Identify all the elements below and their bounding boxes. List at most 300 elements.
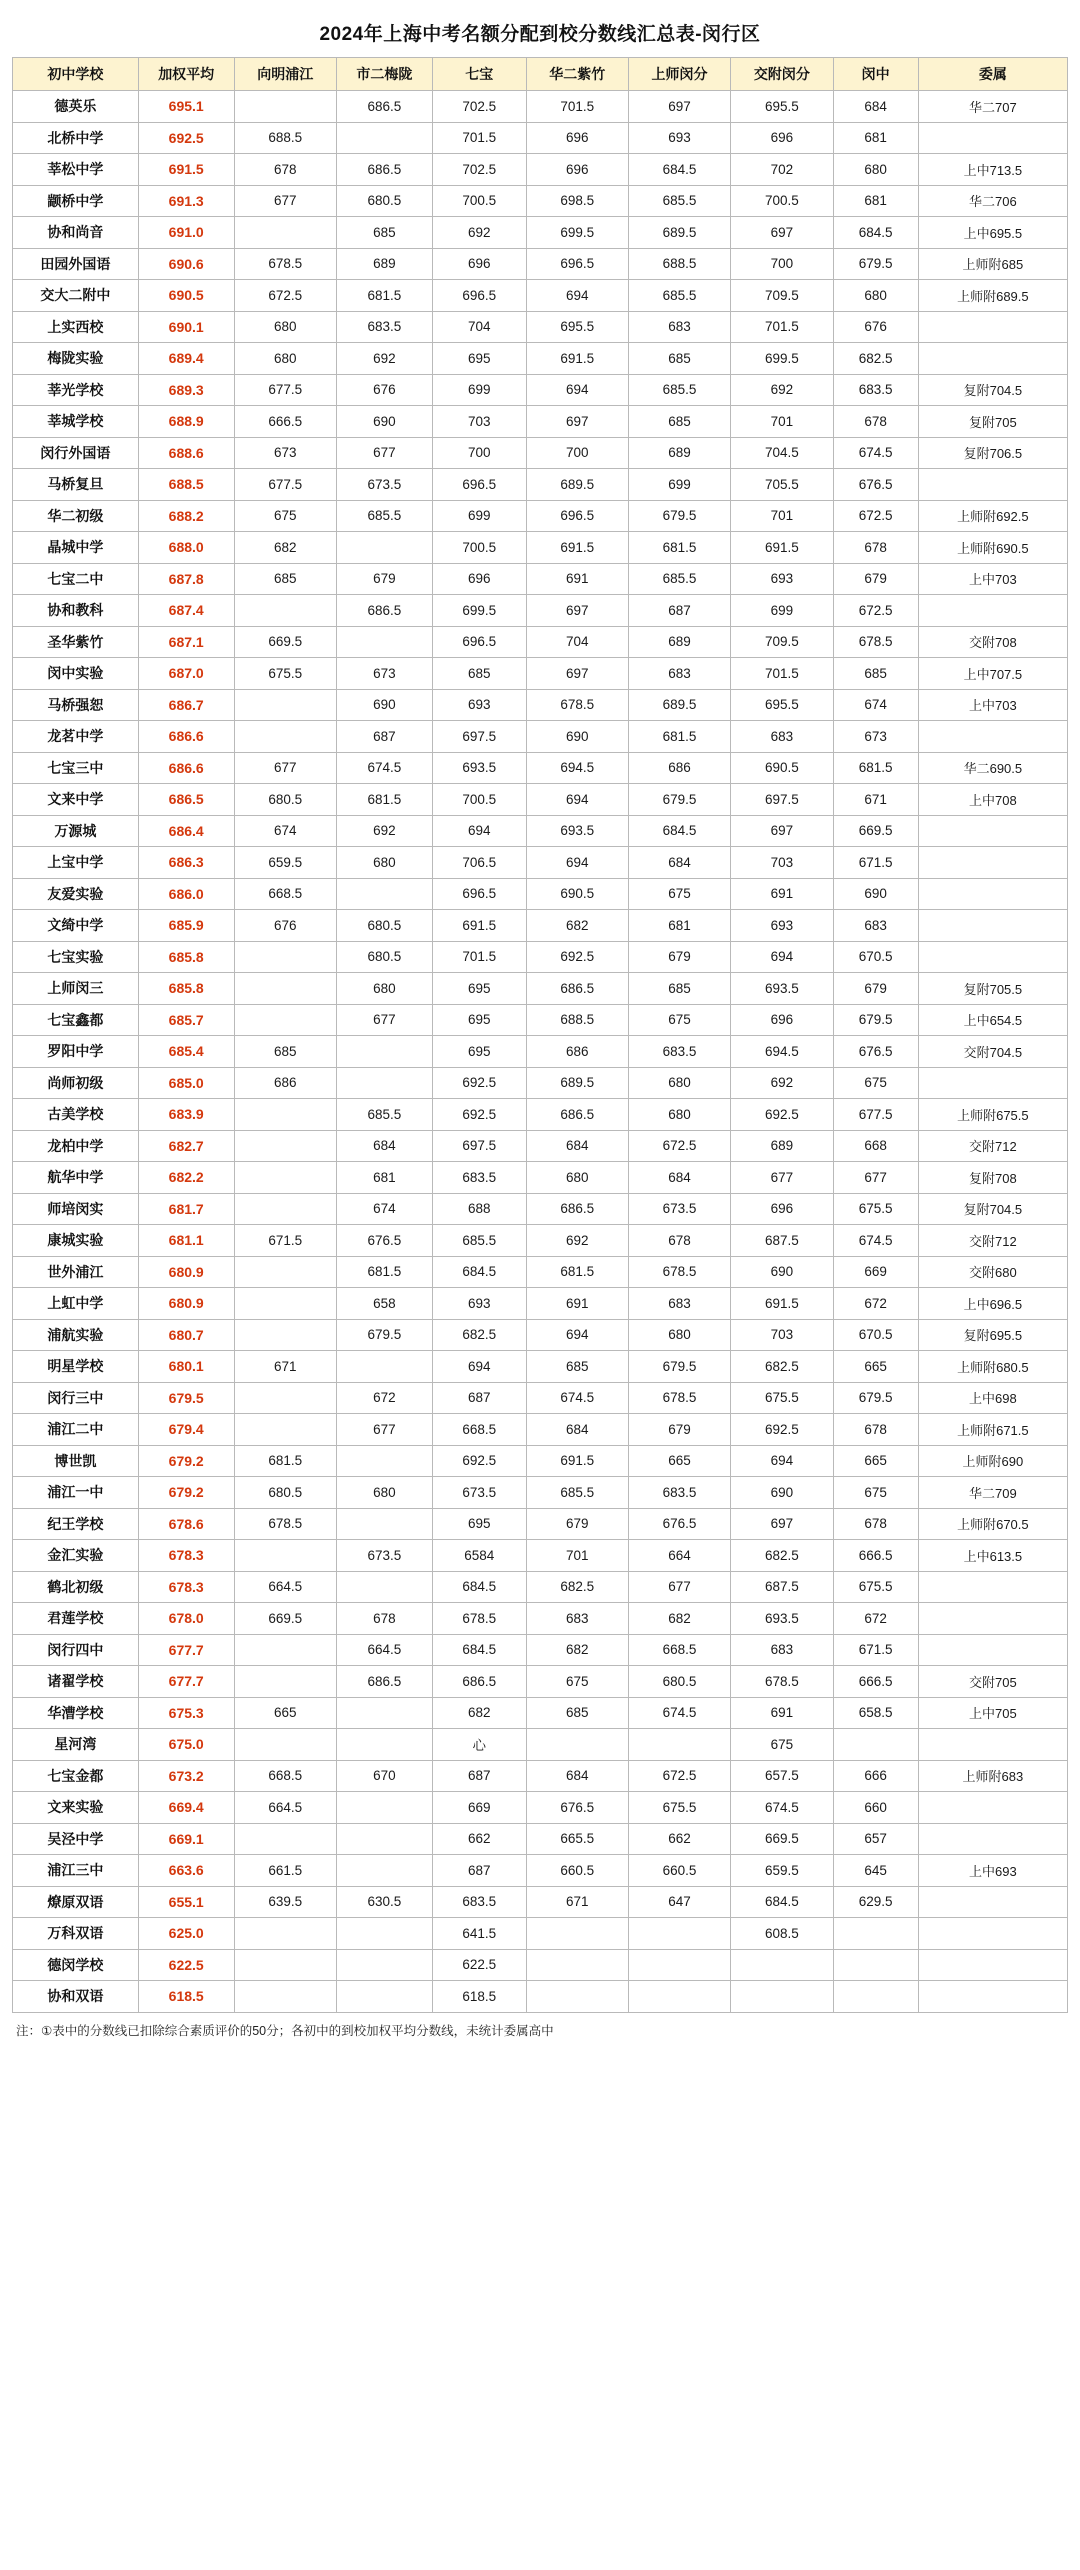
column-header-huaer-zizhu: 华二紫竹 <box>526 58 628 91</box>
cell-value: 670.5 <box>833 941 918 973</box>
cell-value: 664.5 <box>336 1634 432 1666</box>
weishu-school <box>918 1634 1067 1666</box>
weighted-average: 687.8 <box>138 563 234 595</box>
cell-value: 682 <box>234 532 336 564</box>
footnote: 注：①表中的分数线已扣除综合素质评价的50分；各初中的到校加权平均分数线，未统计委属高中 <box>16 2023 554 2038</box>
column-header-jiaofu-minfen: 交附闵分 <box>731 58 833 91</box>
weighted-average: 655.1 <box>138 1886 234 1918</box>
cell-value: 695.5 <box>731 689 833 721</box>
cell-value: 675 <box>628 1004 730 1036</box>
weighted-average: 683.9 <box>138 1099 234 1131</box>
cell-value: 675 <box>628 878 730 910</box>
score-table <box>12 57 1068 2013</box>
weighted-average: 663.6 <box>138 1855 234 1887</box>
cell-value: 709.5 <box>731 280 833 312</box>
cell-value: 679 <box>833 973 918 1005</box>
school-name: 莘光学校 <box>13 374 139 406</box>
cell-value: 686.5 <box>336 1666 432 1698</box>
cell-value: 670.5 <box>833 1319 918 1351</box>
cell-value: 675.5 <box>833 1571 918 1603</box>
cell-value: 703 <box>731 847 833 879</box>
table-row <box>13 847 1068 879</box>
cell-value: 678.5 <box>432 1603 526 1635</box>
table-row <box>13 1666 1068 1698</box>
cell-value: 700.5 <box>432 532 526 564</box>
cell-value: 704 <box>432 311 526 343</box>
table-row <box>13 1256 1068 1288</box>
cell-value: 687.5 <box>731 1225 833 1257</box>
weighted-average: 690.5 <box>138 280 234 312</box>
cell-value: 684 <box>526 1130 628 1162</box>
weighted-average: 679.2 <box>138 1477 234 1509</box>
cell-value: 685 <box>628 406 730 438</box>
cell-value: 700 <box>526 437 628 469</box>
table-row <box>13 595 1068 627</box>
weighted-average: 679.2 <box>138 1445 234 1477</box>
cell-value: 678.5 <box>731 1666 833 1698</box>
cell-value <box>234 1540 336 1572</box>
cell-value: 687.5 <box>731 1571 833 1603</box>
cell-value: 696 <box>432 248 526 280</box>
cell-value: 696.5 <box>432 878 526 910</box>
weishu-school: 上中703 <box>918 563 1067 595</box>
cell-value: 686.5 <box>526 1099 628 1131</box>
cell-value <box>234 1193 336 1225</box>
cell-value: 694 <box>526 847 628 879</box>
table-row <box>13 1540 1068 1572</box>
cell-value: 668.5 <box>432 1414 526 1446</box>
cell-value: 695 <box>432 973 526 1005</box>
cell-value: 678 <box>234 154 336 186</box>
cell-value: 678 <box>628 1225 730 1257</box>
table-row <box>13 532 1068 564</box>
cell-value: 679.5 <box>833 248 918 280</box>
cell-value: 699 <box>731 595 833 627</box>
cell-value: 689 <box>628 626 730 658</box>
cell-value: 689.5 <box>526 469 628 501</box>
cell-value: 671 <box>234 1351 336 1383</box>
cell-value <box>336 1823 432 1855</box>
cell-value: 695.5 <box>526 311 628 343</box>
cell-value: 680 <box>234 343 336 375</box>
cell-value: 701.5 <box>731 658 833 690</box>
cell-value: 679 <box>336 563 432 595</box>
weighted-average: 689.3 <box>138 374 234 406</box>
weighted-average: 691.0 <box>138 217 234 249</box>
weishu-school: 上中698 <box>918 1382 1067 1414</box>
cell-value: 647 <box>628 1886 730 1918</box>
school-name: 莘城学校 <box>13 406 139 438</box>
cell-value: 681 <box>833 185 918 217</box>
cell-value: 684 <box>833 91 918 123</box>
school-name: 七宝鑫都 <box>13 1004 139 1036</box>
cell-value: 675 <box>833 1067 918 1099</box>
cell-value: 681.5 <box>336 784 432 816</box>
weishu-school <box>918 1886 1067 1918</box>
cell-value: 689.5 <box>628 689 730 721</box>
cell-value: 685.5 <box>432 1225 526 1257</box>
cell-value: 692.5 <box>526 941 628 973</box>
school-name: 田园外国语 <box>13 248 139 280</box>
cell-value: 678 <box>833 1508 918 1540</box>
cell-value: 677 <box>336 1004 432 1036</box>
cell-value: 694.5 <box>731 1036 833 1068</box>
cell-value <box>234 1319 336 1351</box>
cell-value: 685.5 <box>628 280 730 312</box>
cell-value: 673 <box>833 721 918 753</box>
cell-value: 671.5 <box>833 1634 918 1666</box>
cell-value: 691.5 <box>526 532 628 564</box>
table-row <box>13 784 1068 816</box>
cell-value: 692 <box>336 343 432 375</box>
cell-value: 685 <box>234 1036 336 1068</box>
cell-value: 680 <box>628 1319 730 1351</box>
cell-value: 681.5 <box>526 1256 628 1288</box>
cell-value: 684.5 <box>432 1571 526 1603</box>
cell-value <box>833 1981 918 2013</box>
cell-value: 678.5 <box>526 689 628 721</box>
cell-value: 684.5 <box>432 1634 526 1666</box>
cell-value: 657.5 <box>731 1760 833 1792</box>
cell-value: 701.5 <box>432 941 526 973</box>
cell-value: 677 <box>731 1162 833 1194</box>
cell-value: 680 <box>833 154 918 186</box>
cell-value: 629.5 <box>833 1886 918 1918</box>
cell-value: 690 <box>731 1256 833 1288</box>
cell-value <box>234 941 336 973</box>
weighted-average: 686.6 <box>138 752 234 784</box>
cell-value: 679.5 <box>628 1351 730 1383</box>
cell-value <box>234 1918 336 1950</box>
cell-value: 680 <box>336 1477 432 1509</box>
cell-value: 678 <box>336 1603 432 1635</box>
cell-value: 699 <box>628 469 730 501</box>
cell-value: 673.5 <box>336 1540 432 1572</box>
cell-value: 682.5 <box>833 343 918 375</box>
cell-value: 690 <box>526 721 628 753</box>
school-name: 华二初级 <box>13 500 139 532</box>
weishu-school: 上师附680.5 <box>918 1351 1067 1383</box>
table-row <box>13 1351 1068 1383</box>
weishu-school: 上中705 <box>918 1697 1067 1729</box>
cell-value <box>336 1949 432 1981</box>
cell-value: 675 <box>833 1477 918 1509</box>
cell-value <box>234 91 336 123</box>
weighted-average: 688.6 <box>138 437 234 469</box>
school-name: 文来中学 <box>13 784 139 816</box>
weighted-average: 691.5 <box>138 154 234 186</box>
cell-value: 692.5 <box>432 1099 526 1131</box>
table-row <box>13 626 1068 658</box>
cell-value: 659.5 <box>731 1855 833 1887</box>
cell-value: 662 <box>432 1823 526 1855</box>
cell-value: 686.5 <box>336 91 432 123</box>
cell-value: 675.5 <box>234 658 336 690</box>
cell-value: 681.5 <box>336 1256 432 1288</box>
weishu-school: 复附704.5 <box>918 1193 1067 1225</box>
weighted-average: 686.3 <box>138 847 234 879</box>
weishu-school: 上师附675.5 <box>918 1099 1067 1131</box>
cell-value: 702.5 <box>432 154 526 186</box>
cell-value: 689.5 <box>628 217 730 249</box>
table-row <box>13 973 1068 1005</box>
weishu-school <box>918 595 1067 627</box>
cell-value: 699.5 <box>432 595 526 627</box>
cell-value: 697.5 <box>731 784 833 816</box>
cell-value: 686 <box>234 1067 336 1099</box>
cell-value: 677 <box>628 1571 730 1603</box>
cell-value: 657 <box>833 1823 918 1855</box>
table-row <box>13 1729 1068 1761</box>
weishu-school: 交附708 <box>918 626 1067 658</box>
cell-value <box>234 721 336 753</box>
cell-value: 677 <box>833 1162 918 1194</box>
cell-value: 658 <box>336 1288 432 1320</box>
cell-value: 心 <box>432 1729 526 1761</box>
weishu-school <box>918 1729 1067 1761</box>
school-name: 鹤北初级 <box>13 1571 139 1603</box>
weishu-school <box>918 469 1067 501</box>
cell-value: 699.5 <box>731 343 833 375</box>
cell-value <box>336 878 432 910</box>
cell-value: 704.5 <box>731 437 833 469</box>
weishu-school: 上中703 <box>918 689 1067 721</box>
school-name: 龙柏中学 <box>13 1130 139 1162</box>
weishu-school: 交附680 <box>918 1256 1067 1288</box>
school-name: 浦江一中 <box>13 1477 139 1509</box>
cell-value: 662 <box>628 1823 730 1855</box>
cell-value: 677 <box>336 1414 432 1446</box>
cell-value: 700.5 <box>432 185 526 217</box>
cell-value: 682.5 <box>432 1319 526 1351</box>
cell-value: 695 <box>432 1004 526 1036</box>
cell-value: 645 <box>833 1855 918 1887</box>
table-row <box>13 1004 1068 1036</box>
column-header-minzhong: 闵中 <box>833 58 918 91</box>
weighted-average: 678.3 <box>138 1540 234 1572</box>
cell-value: 695.5 <box>731 91 833 123</box>
weighted-average: 685.4 <box>138 1036 234 1068</box>
weishu-school <box>918 910 1067 942</box>
cell-value <box>336 1729 432 1761</box>
cell-value: 683.5 <box>336 311 432 343</box>
cell-value: 672.5 <box>628 1760 730 1792</box>
cell-value: 683 <box>731 1634 833 1666</box>
cell-value: 684.5 <box>731 1886 833 1918</box>
weighted-average: 692.5 <box>138 122 234 154</box>
table-row <box>13 1288 1068 1320</box>
table-row <box>13 1067 1068 1099</box>
cell-value: 709.5 <box>731 626 833 658</box>
cell-value: 690 <box>336 689 432 721</box>
weishu-school: 上师附671.5 <box>918 1414 1067 1446</box>
weishu-school: 交附704.5 <box>918 1036 1067 1068</box>
cell-value <box>234 1288 336 1320</box>
cell-value: 691.5 <box>731 1288 833 1320</box>
table-row <box>13 1130 1068 1162</box>
cell-value <box>234 1729 336 1761</box>
cell-value: 696.5 <box>432 469 526 501</box>
cell-value: 673.5 <box>336 469 432 501</box>
cell-value: 701 <box>526 1540 628 1572</box>
school-name: 龙茗中学 <box>13 721 139 753</box>
weishu-school: 上师附683 <box>918 1760 1067 1792</box>
cell-value <box>336 1792 432 1824</box>
cell-value: 701 <box>731 406 833 438</box>
cell-value: 686.5 <box>526 1193 628 1225</box>
weishu-school <box>918 1823 1067 1855</box>
cell-value: 675.5 <box>628 1792 730 1824</box>
cell-value: 672.5 <box>833 500 918 532</box>
weighted-average: 687.4 <box>138 595 234 627</box>
weighted-average: 678.6 <box>138 1508 234 1540</box>
cell-value: 673 <box>336 658 432 690</box>
cell-value: 618.5 <box>432 1981 526 2013</box>
cell-value: 677 <box>336 437 432 469</box>
school-name: 德英乐 <box>13 91 139 123</box>
table-row <box>13 689 1068 721</box>
weighted-average: 678.0 <box>138 1603 234 1635</box>
table-row <box>13 469 1068 501</box>
cell-value: 677.5 <box>234 469 336 501</box>
table-row <box>13 1792 1068 1824</box>
cell-value: 697.5 <box>432 1130 526 1162</box>
cell-value: 699.5 <box>526 217 628 249</box>
cell-value <box>336 1918 432 1950</box>
weighted-average: 685.0 <box>138 1067 234 1099</box>
weishu-school: 上师附690 <box>918 1445 1067 1477</box>
school-name: 莘松中学 <box>13 154 139 186</box>
table-row <box>13 1918 1068 1950</box>
cell-value: 686.5 <box>526 973 628 1005</box>
cell-value: 681 <box>628 910 730 942</box>
cell-value <box>336 1445 432 1477</box>
weishu-school: 上师附692.5 <box>918 500 1067 532</box>
cell-value: 691 <box>731 1697 833 1729</box>
table-row <box>13 185 1068 217</box>
cell-value <box>731 1981 833 2013</box>
weishu-school <box>918 1918 1067 1950</box>
cell-value <box>833 1918 918 1950</box>
table-row <box>13 1949 1068 1981</box>
cell-value: 668 <box>833 1130 918 1162</box>
cell-value: 701 <box>731 500 833 532</box>
cell-value: 684.5 <box>628 815 730 847</box>
school-name: 星河湾 <box>13 1729 139 1761</box>
cell-value: 700 <box>432 437 526 469</box>
cell-value: 680 <box>628 1099 730 1131</box>
cell-value: 689 <box>731 1130 833 1162</box>
weighted-average: 673.2 <box>138 1760 234 1792</box>
cell-value: 696.5 <box>526 248 628 280</box>
cell-value <box>336 1855 432 1887</box>
cell-value: 692.5 <box>731 1414 833 1446</box>
cell-value: 685 <box>234 563 336 595</box>
school-name: 吴泾中学 <box>13 1823 139 1855</box>
school-name: 七宝实验 <box>13 941 139 973</box>
school-name: 康城实验 <box>13 1225 139 1257</box>
weighted-average: 689.4 <box>138 343 234 375</box>
cell-value: 692.5 <box>432 1067 526 1099</box>
table-row <box>13 658 1068 690</box>
cell-value: 675 <box>526 1666 628 1698</box>
cell-value <box>628 1918 730 1950</box>
table-row <box>13 374 1068 406</box>
cell-value: 685.5 <box>526 1477 628 1509</box>
cell-value: 690.5 <box>526 878 628 910</box>
cell-value <box>234 1382 336 1414</box>
weishu-school: 复附704.5 <box>918 374 1067 406</box>
table-row <box>13 910 1068 942</box>
cell-value: 665 <box>628 1445 730 1477</box>
cell-value: 682 <box>628 1603 730 1635</box>
weishu-school: 上师附685 <box>918 248 1067 280</box>
school-name: 马桥复旦 <box>13 469 139 501</box>
cell-value: 686.5 <box>336 595 432 627</box>
table-row <box>13 1571 1068 1603</box>
cell-value: 693 <box>432 1288 526 1320</box>
weishu-school <box>918 1792 1067 1824</box>
cell-value: 671 <box>833 784 918 816</box>
cell-value: 704 <box>526 626 628 658</box>
cell-value: 705.5 <box>731 469 833 501</box>
cell-value: 660.5 <box>526 1855 628 1887</box>
weishu-school: 上师附690.5 <box>918 532 1067 564</box>
cell-value: 689 <box>628 437 730 469</box>
cell-value: 674.5 <box>833 1225 918 1257</box>
school-name: 上虹中学 <box>13 1288 139 1320</box>
weishu-school <box>918 721 1067 753</box>
cell-value: 702.5 <box>432 91 526 123</box>
table-row <box>13 1823 1068 1855</box>
weighted-average: 691.3 <box>138 185 234 217</box>
school-name: 闵行三中 <box>13 1382 139 1414</box>
cell-value: 665 <box>234 1697 336 1729</box>
cell-value <box>526 1729 628 1761</box>
cell-value: 683.5 <box>432 1162 526 1194</box>
cell-value: 697 <box>731 815 833 847</box>
cell-value: 665.5 <box>526 1823 628 1855</box>
cell-value: 680 <box>526 1162 628 1194</box>
weishu-school: 交附712 <box>918 1130 1067 1162</box>
cell-value: 691.5 <box>731 532 833 564</box>
cell-value <box>731 1949 833 1981</box>
cell-value: 665 <box>833 1445 918 1477</box>
cell-value: 691.5 <box>432 910 526 942</box>
cell-value <box>628 1949 730 1981</box>
cell-value: 684 <box>628 1162 730 1194</box>
cell-value: 659.5 <box>234 847 336 879</box>
column-header-shier-meilong: 市二梅陇 <box>336 58 432 91</box>
cell-value: 687 <box>432 1760 526 1792</box>
cell-value <box>833 1729 918 1761</box>
cell-value: 672 <box>336 1382 432 1414</box>
cell-value: 681.5 <box>628 721 730 753</box>
cell-value: 683.5 <box>628 1036 730 1068</box>
cell-value: 694 <box>432 815 526 847</box>
cell-value: 669.5 <box>731 1823 833 1855</box>
weishu-school: 上中695.5 <box>918 217 1067 249</box>
school-name: 明星学校 <box>13 1351 139 1383</box>
school-name: 世外浦江 <box>13 1256 139 1288</box>
cell-value: 687 <box>432 1855 526 1887</box>
school-name: 上实西校 <box>13 311 139 343</box>
school-name: 协和教科 <box>13 595 139 627</box>
school-name: 上师闵三 <box>13 973 139 1005</box>
table-body <box>13 91 1068 2013</box>
cell-value: 701.5 <box>526 91 628 123</box>
cell-value: 694 <box>432 1351 526 1383</box>
